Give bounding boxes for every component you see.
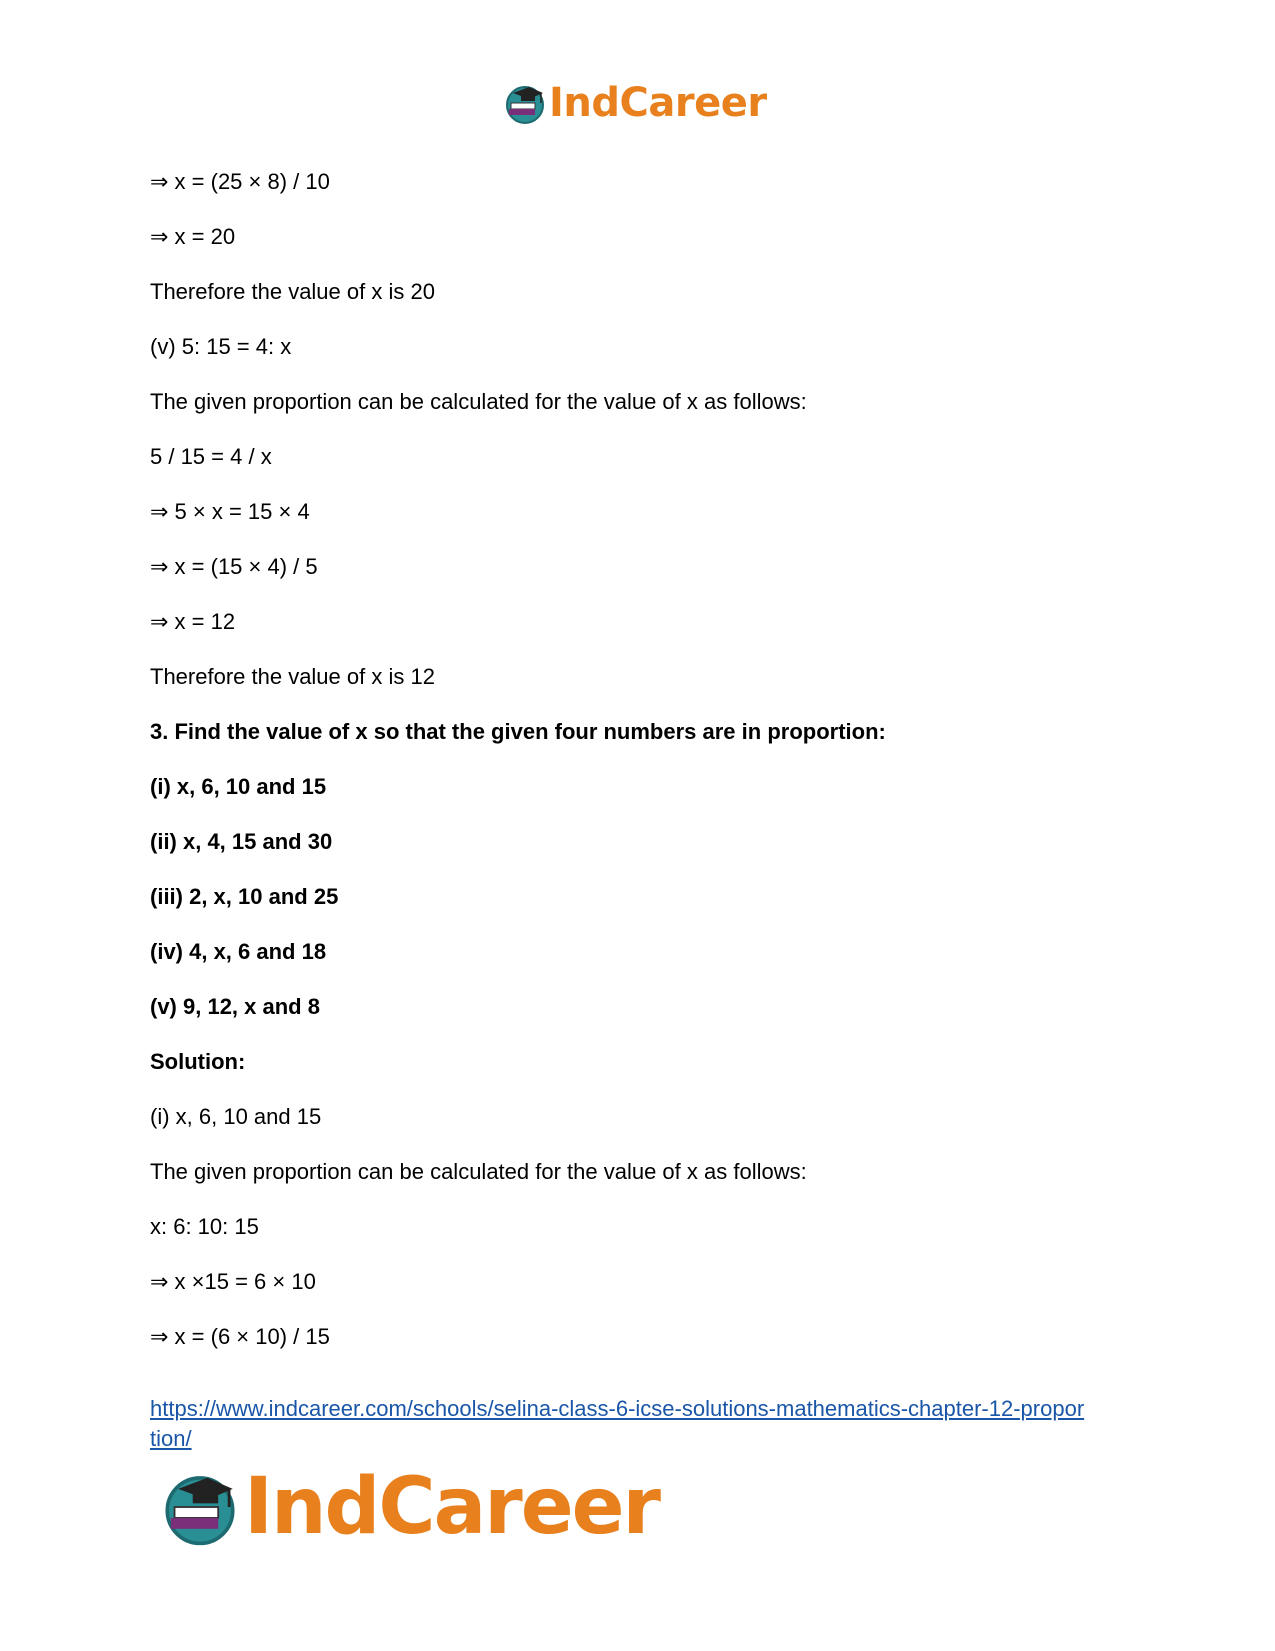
text-line: ⇒ x = (25 × 8) / 10 [150, 169, 330, 194]
header-logo [0, 78, 1275, 128]
text-line: (iii) 2, x, 10 and 25 [150, 884, 339, 909]
globe-graduation-cap-book-icon [503, 81, 547, 125]
source-link-line-2[interactable]: tion/ [150, 1426, 192, 1451]
text-line: ⇒ x = 12 [150, 609, 236, 634]
text-line: The given proportion can be calculated for the value of x as follows: [150, 389, 807, 414]
text-line: ⇒ x = (15 × 4) / 5 [150, 554, 318, 579]
text-line: 5 / 15 = 4 / x [150, 444, 272, 469]
text-line: Solution: [150, 1049, 246, 1074]
source-link[interactable] [150, 1394, 1130, 1454]
text-line: (iv) 4, x, 6 and 18 [150, 939, 327, 964]
text-line: (v) 5: 15 = 4: x [150, 334, 292, 359]
footer-logo [160, 1462, 659, 1552]
text-line: (ii) x, 4, 15 and 30 [150, 829, 333, 854]
header-logo-text: IndCareer [549, 80, 767, 126]
text-line: Therefore the value of x is 20 [150, 279, 435, 304]
text-line: (i) x, 6, 10 and 15 [150, 774, 327, 799]
text-line: The given proportion can be calculated for the value of x as follows: [150, 1159, 807, 1184]
text-line: ⇒ x = (6 × 10) / 15 [150, 1324, 330, 1349]
text-line: ⇒ x = 20 [150, 224, 236, 249]
text-line: (v) 9, 12, x and 8 [150, 994, 320, 1019]
text-line: 3. Find the value of x so that the given four numbers are in proportion: [150, 719, 886, 744]
text-line: ⇒ 5 × x = 15 × 4 [150, 499, 310, 524]
text-line: (i) x, 6, 10 and 15 [150, 1104, 322, 1129]
text-line: Therefore the value of x is 12 [150, 664, 435, 689]
globe-graduation-cap-book-icon [160, 1467, 240, 1547]
text-line: ⇒ x ×15 = 6 × 10 [150, 1269, 316, 1294]
text-line: x: 6: 10: 15 [150, 1214, 259, 1239]
source-link-line-1[interactable]: https://www.indcareer.com/schools/selina-class-6-icse-solutions-mathematics-chapter-12-propor [150, 1396, 1085, 1421]
footer-logo-text: IndCareer [244, 1462, 659, 1552]
